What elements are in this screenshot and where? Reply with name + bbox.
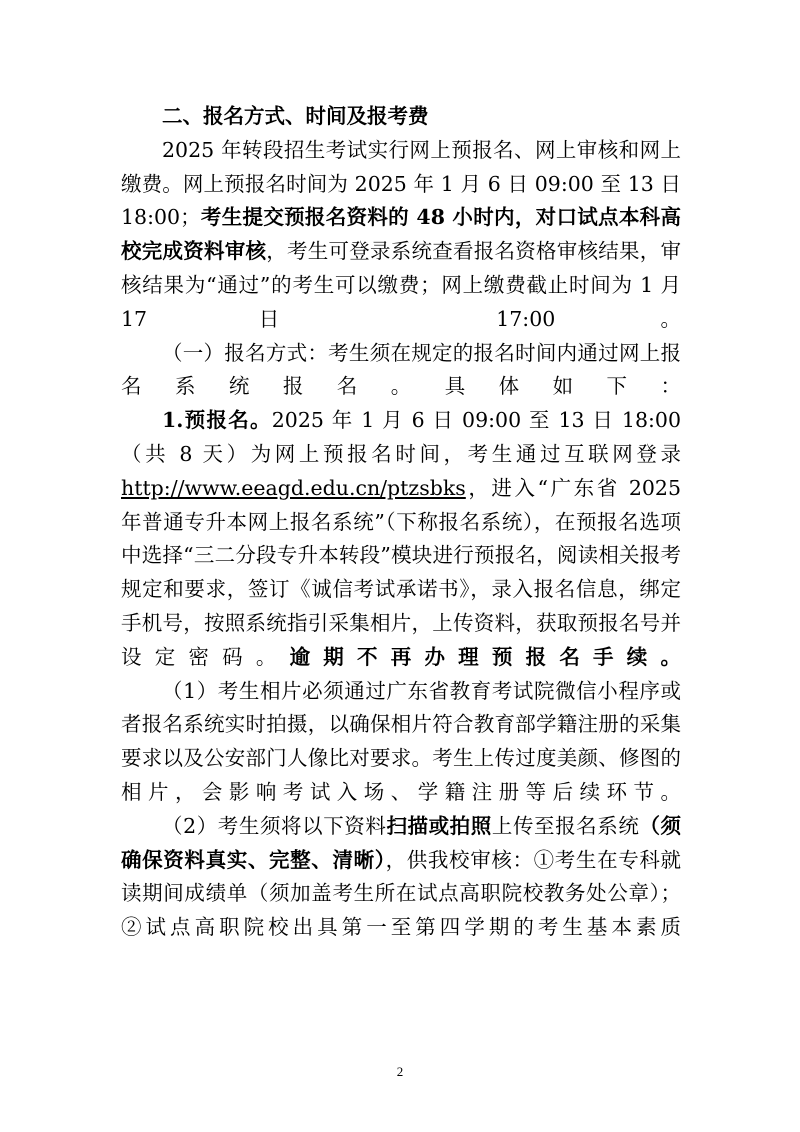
para5-text-c: 上传至报名系统 bbox=[491, 813, 640, 838]
document-body bbox=[121, 100, 681, 945]
paragraph-registration-time bbox=[121, 134, 681, 337]
page-number: 2 bbox=[396, 1064, 404, 1079]
para5-bold-scan: 扫描或拍照 bbox=[386, 813, 492, 838]
pre-registration-label: 1.预报名。 bbox=[162, 408, 272, 433]
para1-text-a: 2025 年转段招生考试实行网上预报名、网上审核和网上缴费。网上预报名时间为 2025 年 1 月 6 日 09:00 至 13 日 18:00； bbox=[121, 137, 681, 230]
paragraph-upload-materials bbox=[121, 810, 681, 945]
para1-text-c: ，考生可登录系统查看报名资格审核结果，审核结果为“通过”的考生可以缴费；网上缴费截止时间为 1 月 17 日 17:00。 bbox=[121, 239, 681, 331]
para3-text-b: 2025 年 1 月 6 日 09:00 至 13 日 18:00（共 8 天）为网上预报名时间，考生通过互联网登录 bbox=[121, 408, 681, 466]
para5-text-e: ，供我校审核：①考生在专科就读期间成绩单（须加盖考生所在试点高职院校教务处公章）；②试点高职院校出具第一至第四学期的考生基本素质 bbox=[121, 847, 681, 940]
para1-bold-text: 考生提交预报名资料的 48 小时内，对口试点本科高校完成资料审核 bbox=[121, 205, 681, 264]
registration-url-link[interactable]: http://www.eeagd.edu.cn/ptzsbks bbox=[121, 475, 466, 500]
para5-text-a: （2）考生须将以下资料 bbox=[162, 813, 387, 838]
paragraph-photo-requirement: （1）考生相片必须通过广东省教育考试院微信小程序或者报名系统实时拍摄，以确保相片符合教育部学籍注册的采集要求以及公安部门人像比对要求。考生上传过度美颜、修图的相片，会影响考试入场、学籍注册等后续环节。 bbox=[121, 678, 681, 804]
paragraph-registration-method: （一）报名方式：考生须在规定的报名时间内通过网上报名系统报名。具体如下： bbox=[121, 340, 681, 399]
para3-deadline-note: 逾期不再办理预报名手续。 bbox=[289, 644, 681, 669]
paragraph-pre-registration bbox=[121, 404, 681, 674]
section-heading: 二、报名方式、时间及报考费 bbox=[162, 104, 429, 128]
para3-text-c: ，进入“广东省 2025 年普通专升本网上报名系统”（下称报名系统），在预报名选项中选择“三二分段专升本转段”模块进行预报名，阅读相关报考规定和要求，签订《诚信考试承诺书》，录入报名信息，绑定手机号，按照系统指引采集相片，上传资料，获取预报名号并设定密码。 bbox=[121, 475, 681, 669]
para5-bold-ensure: （须确保资料真实、完整、清晰） bbox=[121, 813, 682, 872]
